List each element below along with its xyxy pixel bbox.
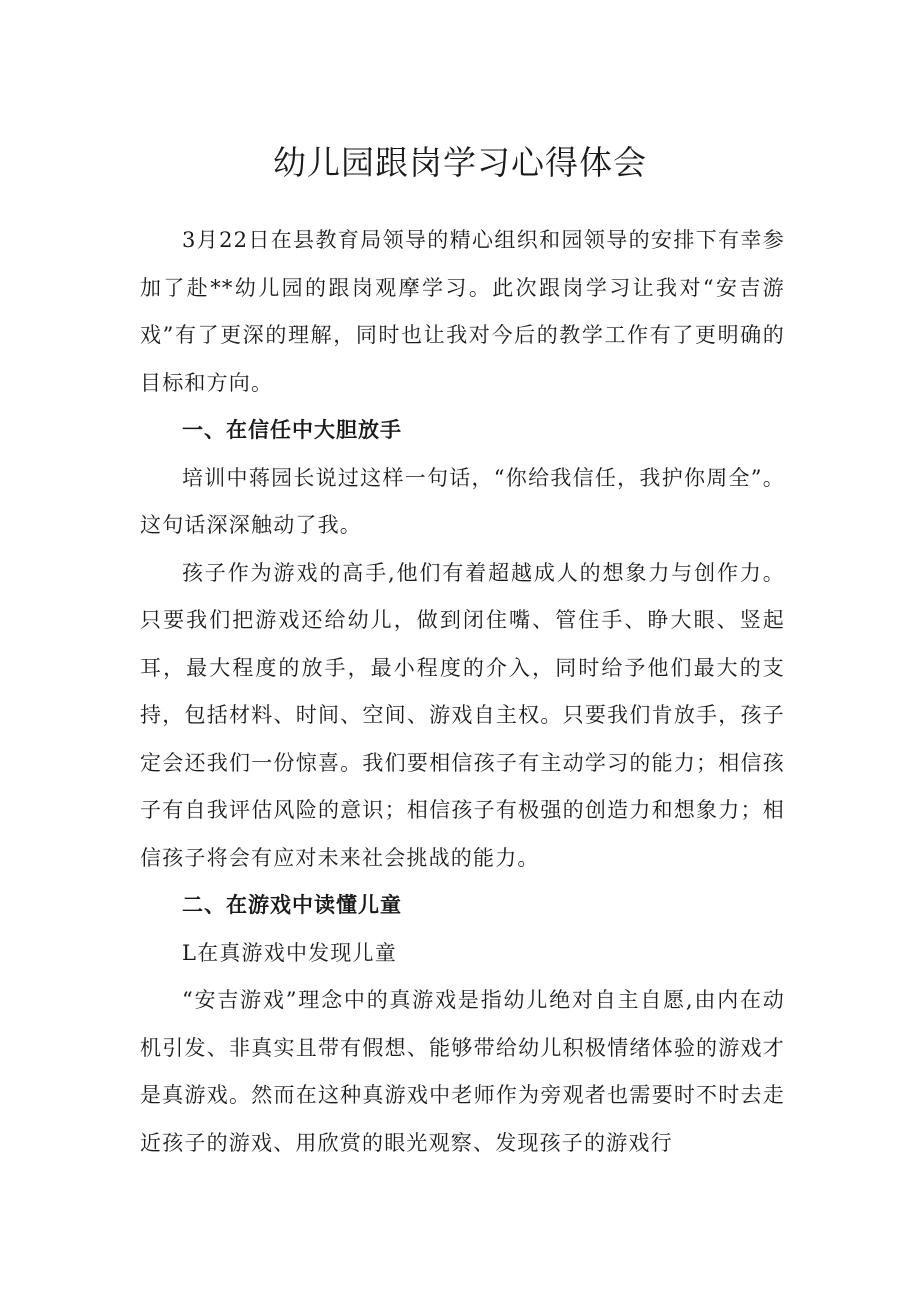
- document-body: [140, 217, 785, 1167]
- section-2-paragraph-1: “安吉游戏”理念中的真游戏是指幼儿绝对自主自愿,由内在动机引发、非真实且带有假想、能够带给幼儿积极情绪体验的游戏才是真游戏。然而在这种真游戏中老师作为旁观者也需要时不时去走近孩子的游戏、用欣赏的眼光观察、发现孩子的游戏行: [140, 988, 785, 1155]
- subsection-heading-1: L在真游戏中发现儿童: [182, 940, 397, 965]
- section-heading-2: 二、在游戏中读懂儿童: [182, 893, 402, 917]
- document-title: 幼儿园跟岗学习心得体会: [273, 143, 647, 182]
- intro-paragraph: 3月22日在县教育局领导的精心组织和园领导的安排下有幸参加了赴**幼儿园的跟岗观摩学习。此次跟岗学习让我对“安吉游戏”有了更深的理解，同时也让我对今后的教学工作有了更明确的目标和方向。: [140, 228, 785, 395]
- section-1-paragraph-2: 孩子作为游戏的高手,他们有着超越成人的想象力与创作力。只要我们把游戏还给幼儿，做到闭住嘴、管住手、睁大眼、竖起耳，最大程度的放手，最小程度的介入，同时给予他们最大的支持，包括材料、时间、空间、游戏自主权。只要我们肯放手，孩子定会还我们一份惊喜。我们要相信孩子有主动学习的能力；相信孩子有自我评估风险的意识；相信孩子有极强的创造力和想象力；相信孩子将会有应对未来社会挑战的能力。: [140, 560, 785, 870]
- section-heading-1: 一、在信任中大胆放手: [182, 418, 402, 442]
- section-1-paragraph-1: 培训中蒋园长说过这样一句话，“你给我信任，我护你周全”。这句话深深触动了我。: [140, 465, 785, 537]
